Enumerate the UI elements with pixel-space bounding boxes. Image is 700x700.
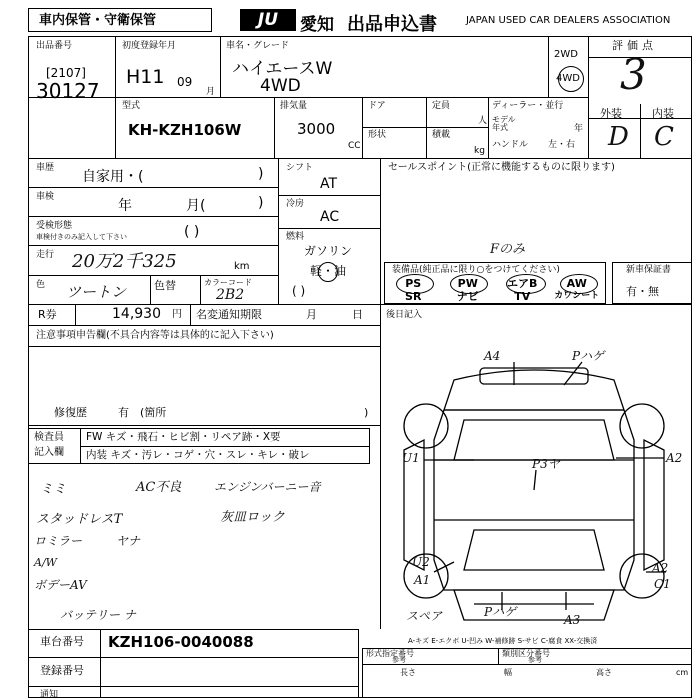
first-reg-era: H11 [126, 66, 165, 88]
model-label: 型式 [122, 101, 141, 111]
inspector-entry-label: 記入欄 [34, 447, 64, 458]
rating-int: C [654, 122, 674, 152]
logo: JU [240, 9, 296, 31]
chassis-label: 車台番号 [40, 635, 84, 648]
rating-ext-label: 外装 [600, 107, 622, 120]
cm-unit: cm [676, 668, 689, 677]
car-grade: 4WD [260, 76, 301, 96]
displacement-value: 3000 [297, 120, 336, 138]
mark-a3: A3 [564, 613, 581, 627]
equipment-label: 装備品(純正品に限り○をつけてください) [392, 265, 560, 275]
mark-u2: U2 [412, 555, 430, 569]
mark-a1: A1 [414, 573, 431, 587]
mark-p-rear: Pハゲ [484, 605, 517, 619]
mark-p3: P3ヤ [532, 457, 560, 471]
remarks-label: 注意事項申告欄(不具合内容等は具体的に記入下さい) [36, 330, 274, 341]
color-code-label: カラーコード [204, 278, 252, 287]
history-label: 車歴 [36, 163, 55, 173]
note-1: ミミ [40, 482, 67, 497]
equip-pw-circle [450, 274, 488, 294]
model-value: KH-KZH106W [128, 121, 242, 139]
note-6: ロミラー [34, 534, 83, 548]
load-label: 積載 [432, 130, 451, 140]
width-label: 幅 [504, 668, 512, 677]
photo-sub: 車検付きのみ記入して下さい [36, 233, 127, 241]
shift-value: AT [320, 176, 338, 192]
inspection-month: 月( [186, 198, 206, 214]
mark-a2-rear: A2 [652, 561, 669, 575]
repair-value: 有 [118, 406, 129, 419]
aircon-label: 冷房 [286, 199, 305, 209]
rating-label: 評価点 [612, 39, 657, 52]
color-value: ツートン [66, 283, 127, 301]
fuel-option: 軽・油 [310, 264, 347, 278]
fuel-value: ガソリン [304, 244, 353, 258]
door-label: ドア [368, 101, 386, 111]
aircon-value: AC [320, 209, 340, 225]
association-name: JAPAN USED CAR DEALERS ASSOCIATION [466, 15, 671, 26]
repair-close: ) [364, 406, 369, 419]
note-5: 灰皿ロック [220, 510, 285, 525]
chassis-number: KZH106-0040088 [108, 633, 254, 651]
inspector-fw-row: FW キズ・飛石・ヒビ割・リペア跡・X要 [86, 431, 281, 443]
history-close: ) [258, 166, 264, 182]
mark-a4: A4 [484, 349, 501, 363]
car-name: ハイエースW [232, 59, 333, 79]
handle-value: 左・右 [548, 140, 576, 150]
first-reg-month-unit: 月 [206, 87, 216, 97]
fuel-circle [318, 262, 338, 282]
equip-ps-circle [396, 274, 434, 294]
dealer-label: ディーラー・並行 [492, 101, 564, 111]
repair-paren: (箇所 [140, 406, 167, 419]
tail-label: 通知 [40, 690, 59, 700]
note-7: ヤナ [116, 534, 141, 548]
handle-label: ハンドル [492, 140, 529, 150]
note-4: スタッドレスT [36, 512, 123, 527]
category-label: 類別区分番号 [502, 649, 550, 658]
equip-navi: ナビ [456, 290, 479, 303]
color-label: 色 [36, 280, 46, 290]
inspection-close: ) [258, 195, 264, 211]
inspection-year: 年 [118, 198, 132, 214]
rating-score: 3 [620, 50, 647, 99]
equip-aw: AW [566, 277, 587, 290]
name-change-month: 月 [306, 308, 317, 321]
logo-text: 愛知 [300, 15, 334, 35]
recycle-label: R券 [38, 308, 57, 321]
equip-tv: TV [514, 290, 531, 303]
recycle-unit: 円 [172, 309, 182, 320]
equip-pw: PW [457, 277, 478, 290]
shape-label: 形状 [368, 130, 387, 140]
format-label: 形式指定番号 [366, 649, 414, 658]
note-9: ボデーAV [34, 578, 87, 592]
warranty-label: 新車保証書 [626, 265, 672, 275]
sales-point-label: セールスポイント(正常に機能するものに限ります) [388, 162, 615, 173]
lot-label: 出品番号 [36, 41, 73, 51]
notes-area [30, 470, 378, 630]
rating-ext: D [608, 122, 629, 152]
damage-diagram [384, 340, 692, 630]
registration-label: 登録番号 [40, 664, 84, 677]
format-sub: 参考 [392, 656, 406, 664]
mileage-value: 20万2千325 [72, 251, 177, 272]
note-3: エンジンバーニー音 [214, 480, 321, 494]
displacement-unit: CC [348, 141, 361, 151]
capacity-unit: 人 [478, 116, 488, 126]
mark-c1: C1 [654, 577, 671, 591]
history-value: 自家用・( [82, 169, 144, 185]
equip-leather: カワシート [554, 291, 600, 301]
inspector-label: 検査員 [34, 432, 64, 443]
form-title: 出品申込書 [347, 14, 437, 35]
photo-label: 受検形態 [36, 221, 73, 231]
mark-spare: スペア [406, 609, 443, 623]
drive-2wd: 2WD [554, 49, 578, 60]
fuel-label: 燃料 [286, 232, 305, 242]
shift-label: シフト [286, 163, 314, 173]
equip-airbag-circle [506, 274, 546, 294]
year-unit: 年 [574, 124, 584, 134]
car-name-label: 車名・グレード [226, 41, 290, 51]
equip-ps: PS [405, 277, 422, 290]
note-2: AC不良 [136, 480, 182, 495]
mileage-unit: km [234, 261, 250, 272]
note-10: バッテリー ナ [60, 608, 136, 622]
name-change-label: 名変通知期限 [196, 308, 262, 321]
first-reg-label: 初度登録年月 [122, 41, 177, 51]
inspector-int-row: 内装 キズ・汚レ・コゲ・穴・スレ・キレ・破レ [86, 449, 310, 461]
photo-paren: ( ) [184, 224, 200, 240]
rating-int-label: 内装 [652, 107, 674, 120]
recycle-value: 14,930 [112, 306, 161, 322]
model-year-label: モデル [492, 115, 516, 124]
lot-number: 30127 [36, 79, 100, 103]
storage-badge: 車内保管・守衛保管 [28, 8, 212, 32]
capacity-label: 定員 [432, 101, 451, 111]
drive-4wd-circle [558, 66, 584, 92]
equip-airbag: エアB [507, 277, 538, 290]
name-change-day: 日 [352, 308, 363, 321]
length-label: 長さ [400, 668, 416, 677]
drive-4wd: 4WD [556, 73, 580, 84]
color-change-label: 色替 [154, 279, 176, 292]
mark-u1: U1 [402, 451, 420, 465]
year-label: 年式 [492, 123, 508, 132]
fuel-paren: ( ) [292, 284, 306, 298]
lot-code: [2107] [46, 66, 86, 80]
sales-note: Fのみ [490, 242, 526, 257]
first-reg-month: 09 [177, 75, 193, 89]
category-sub: 参考 [528, 656, 542, 664]
displacement-label: 排気量 [280, 101, 308, 111]
later-entry-label: 後日記入 [386, 310, 423, 320]
repair-label: 修復歴 [54, 406, 87, 419]
note-8: A/W [34, 556, 57, 569]
warranty-value: 有・無 [626, 285, 659, 298]
height-label: 高さ [596, 668, 612, 677]
mileage-label: 走行 [36, 250, 55, 260]
color-code: 2B2 [216, 287, 245, 303]
equip-sr: SR [405, 290, 422, 303]
mark-p-front: Pハゲ [572, 349, 605, 363]
mark-a2-right: A2 [666, 451, 683, 465]
damage-legend: A-キズ E-エクボ U-凹み W-補修跡 S-サビ C-腐食 XX-交換済 [408, 637, 598, 645]
load-unit: kg [474, 146, 485, 156]
inspection-label: 車検 [36, 192, 55, 202]
equip-aw-circle [560, 274, 598, 294]
